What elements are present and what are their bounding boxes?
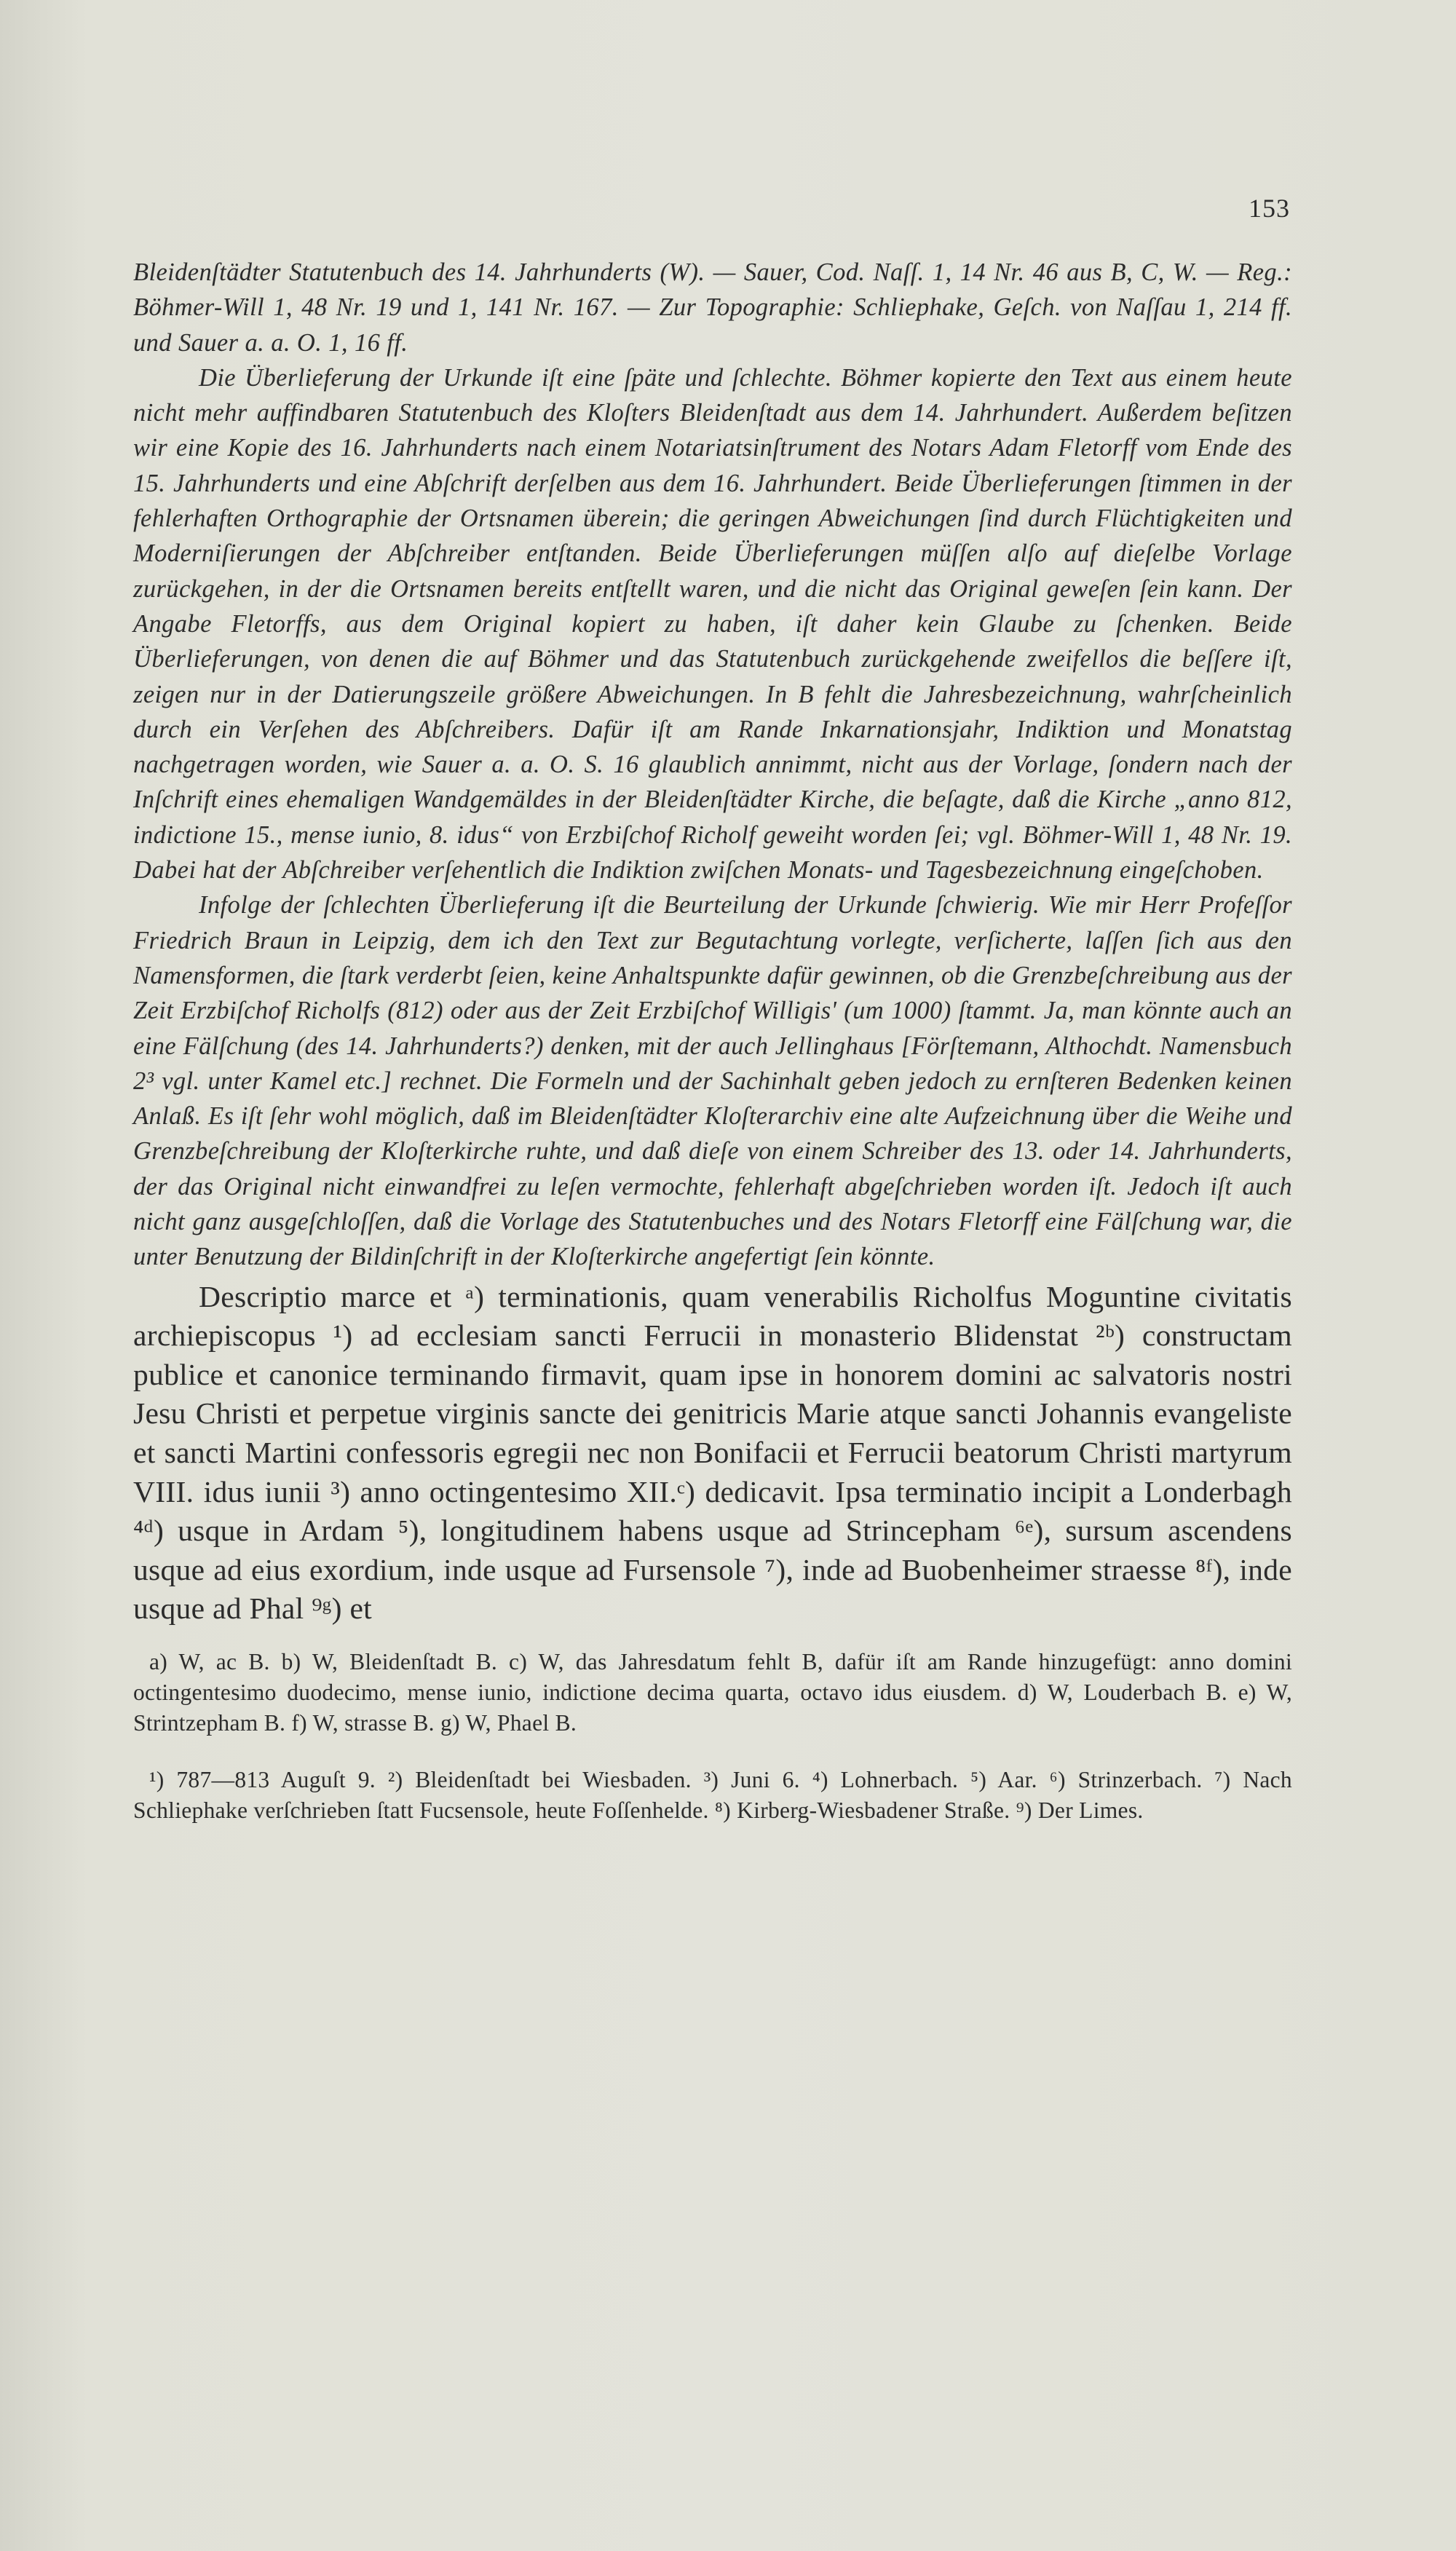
commentary-transmission: Die Überlieferung der Urkunde iſt eine ſpäte und ſchlechte. Böhmer kopierte den Text aus einem heute nicht mehr auffindbaren Statutenbuch des Kloſters Bleidenſtadt aus dem 14. Jahrhundert. Außerdem beſitzen wir eine Kopie des 16. Jahrhunderts nach einem Notariatsinſtrument des Notars Adam Fletorff vom Ende des 15. Jahrhunderts und eine Abſchrift derſelben aus dem 16. Jahrhundert. Beide Überlieferungen ſtimmen in der fehlerhaften Orthographie der Ortsnamen überein; die geringen Abweichungen ſind durch Flüchtigkeiten und Moderniſierungen der Abſchreiber entſtanden. Beide Überlieferungen müſſen alſo auf dieſelbe Vorlage zurückgehen, in der die Ortsnamen bereits entſtellt waren, und die nicht das Original geweſen ſein kann. Der Angabe Fletorffs, aus dem Original kopiert zu haben, iſt daher kein Glaube zu ſchenken. Beide Überlieferungen, von denen die auf Böhmer und das Statutenbuch zurückgehende zweifellos die beſſere iſt, zeigen nur in der Datierungszeile größere Abweichungen. In B fehlt die Jahresbezeichnung, wahrſcheinlich durch ein Verſehen des Abſchreibers. Dafür iſt am Rande Inkarnationsjahr, Indiktion und Monatstag nachgetragen worden, wie Sauer a. a. O. S. 16 glaublich annimmt, nicht aus der Vorlage, ſondern nach der Inſchrift eines ehemaligen Wandgemäldes in der Bleidenſtädter Kirche, die beſagte, daß die Kirche „anno 812, indictione 15., mense iunio, 8. idus“ von Erzbiſchof Richolf geweiht worden ſei; vgl. Böhmer-Will 1, 48 Nr. 19. Dabei hat der Abſchreiber verſehentlich die Indiktion zwiſchen Monats- und Tagesbezeichnung eingeſchoben. [133, 363, 1292, 885]
footnotes [133, 1765, 1292, 1826]
commentary-sources: Bleidenſtädter Statutenbuch des 14. Jahrhunderts (W). — Sauer, Cod. Naſſ. 1, 14 Nr. 46 aus B, C, W. — Reg.: Böhmer-Will 1, 48 Nr. 19 und 1, 141 Nr. 167. — Zur Topographie: Schliephake, Geſch. von Naſſau 1, 214 ff. und Sauer a. a. O. 1, 16 ff. [133, 258, 1292, 357]
text-apparatus [133, 1647, 1292, 1739]
page-body [133, 255, 1292, 1826]
footnotes-body: ¹) 787—813 Auguſt 9. ²) Bleidenſtadt bei Wiesbaden. ³) Juni 6. ⁴) Lohnerbach. ⁵) Aar. ⁶) Strinzerbach. ⁷) Nach Schliephake verſchrieben ſtatt Fucsensole, heute Foſſenhelde. ⁸) Kirberg-Wiesbadener Straße. ⁹) Der Limes. [133, 1766, 1292, 1823]
charter-text-body: Descriptio marce et ᵃ) terminationis, quam venerabilis Richolfus Moguntine civitatis archiepiscopus ¹) ad ecclesiam sancti Ferrucii in monasterio Blidenstat ²ᵇ) constructam publice et canonice terminando firmavit, quam ipse in honorem domini ac salvatoris nostri Jesu Christi et perpetue virginis sancte dei genitricis Marie atque sancti Johannis evangeliste et sancti Martini confessoris egregii nec non Bonifacii et Ferrucii beatorum Christi martyrum VIII. idus iunii ³) anno octingentesimo XII.ᶜ) dedicavit. Ipsa terminatio incipit a Londerbagh ⁴ᵈ) usque in Ardam ⁵), longitudinem habens usque ad Strincepham ⁶ᵉ), sursum ascendens usque ad eius exordium, inde usque ad Fursensole ⁷), inde ad Buobenheimer straesse ⁸ᶠ), inde usque ad Phal ⁹ᵍ) et [133, 1279, 1292, 1626]
charter-text [133, 1278, 1292, 1629]
text-apparatus-body: a) W, ac B. b) W, Bleidenſtadt B. c) W, das Jahresdatum fehlt B, dafür iſt am Rande hinzugefügt: anno domini octingentesimo duodecimo, mense iunio, indictione decima quarta, octavo idus eiusdem. d) W, Louderbach B. e) W, Strintzepham B. f) W, strasse B. g) W, Phael B. [133, 1648, 1292, 1736]
page-number: 153 [1249, 194, 1290, 223]
commentary-assessment: Infolge der ſchlechten Überlieferung iſt die Beurteilung der Urkunde ſchwierig. Wie mir Herr Profeſſor Friedrich Braun in Leipzig, dem ich den Text zur Begutachtung vorlegte, verſicherte, laſſen ſich aus den Namensformen, die ſtark verderbt ſeien, keine Anhaltspunkte dafür gewinnen, ob die Grenzbeſchreibung aus der Zeit Erzbiſchof Richolfs (812) oder aus der Zeit Erzbiſchof Willigis' (um 1000) ſtammt. Ja, man könnte auch an eine Fälſchung (des 14. Jahrhunderts?) denken, mit der auch Jellinghaus [Förſtemann, Althochdt. Namensbuch 2³ vgl. unter Kamel etc.] rechnet. Die Formeln und der Sachinhalt geben jedoch zu ernſteren Bedenken keinen Anlaß. Es iſt ſehr wohl möglich, daß im Bleidenſtädter Kloſterarchiv eine alte Aufzeichnung über die Weihe und Grenzbeſchreibung der Kloſterkirche ruhte, und daß dieſe von einem Schreiber des 13. oder 14. Jahrhunderts, der das Original nicht einwandfrei zu leſen vermochte, fehlerhaft abgeſchrieben worden iſt. Jedoch iſt auch nicht ganz ausgeſchloſſen, daß die Vorlage des Statutenbuches und des Notars Fletorff eine Fälſchung war, die unter Benutzung der Bildinſchrift in der Kloſterkirche angefertigt ſein könnte. [133, 891, 1292, 1271]
